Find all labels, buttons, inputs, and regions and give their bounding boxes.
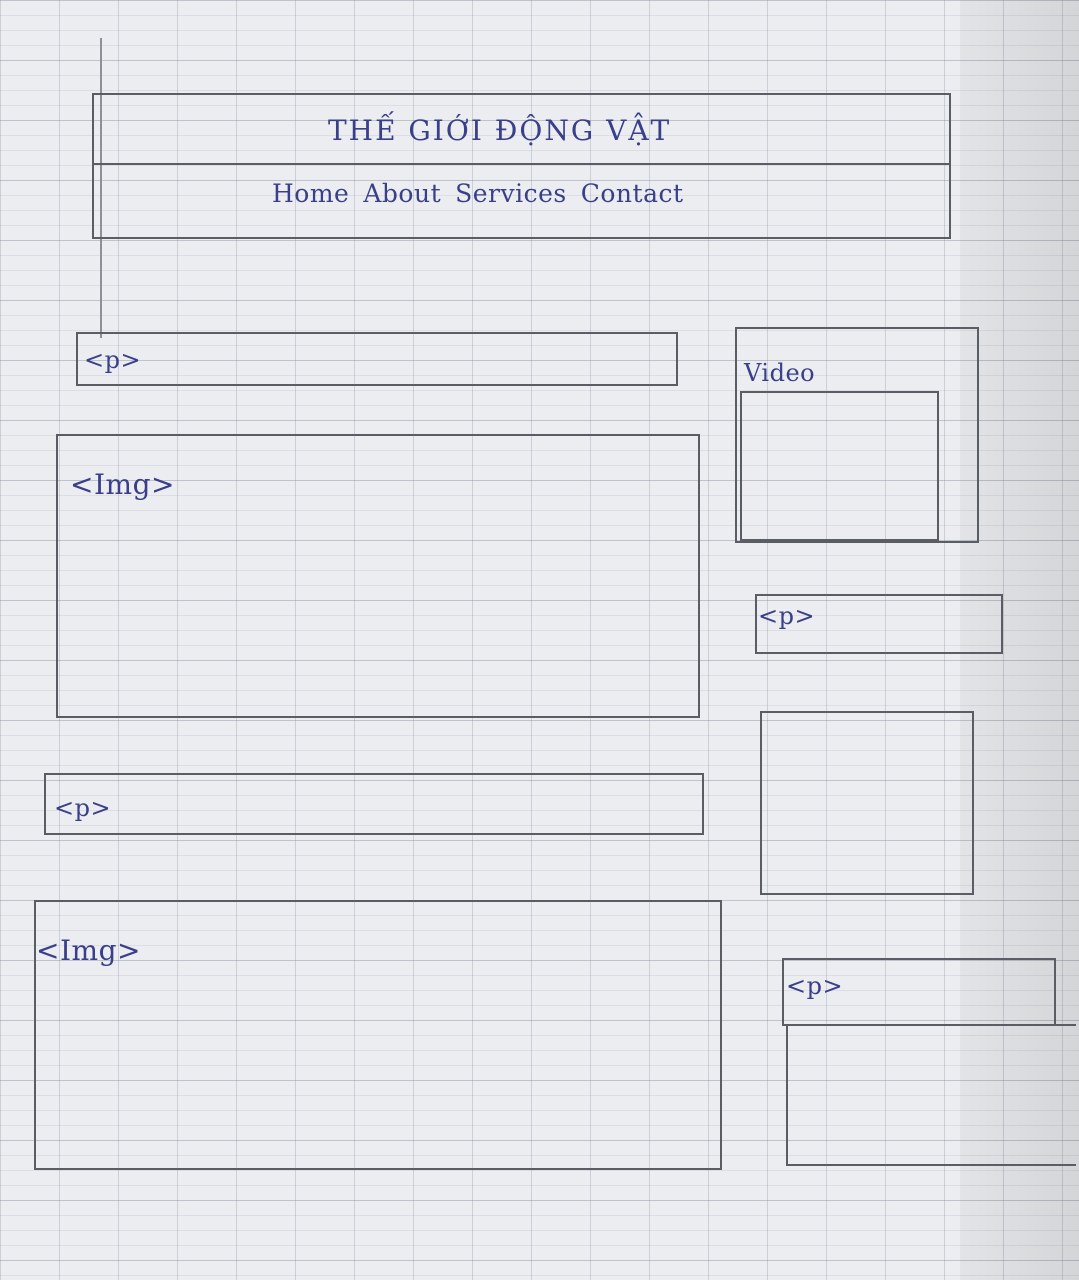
content-box-right-bottom [786,1024,1076,1166]
paragraph-label-4: <p> [786,972,844,1000]
video-label: Video [744,359,816,387]
image-label-2: <Img> [36,934,141,967]
nav-item-services[interactable]: Services [455,179,567,208]
paragraph-label-3: <p> [758,602,816,630]
paragraph-label-1: <p> [84,346,142,374]
paragraph-label-2: <p> [54,794,112,822]
nav-item-about[interactable]: About [363,179,442,208]
header-divider [94,163,949,165]
paragraph-box-1 [76,332,678,386]
site-title: THẾ GIỚI ĐỘNG VẬT [328,114,672,147]
paragraph-box-2 [44,773,704,835]
nav-menu [272,179,684,208]
nav-item-home[interactable]: Home [272,179,350,208]
image-label-1: <Img> [70,468,175,501]
nav-item-contact[interactable]: Contact [580,179,684,208]
content-box-right [760,711,974,895]
video-player-box [740,391,939,541]
